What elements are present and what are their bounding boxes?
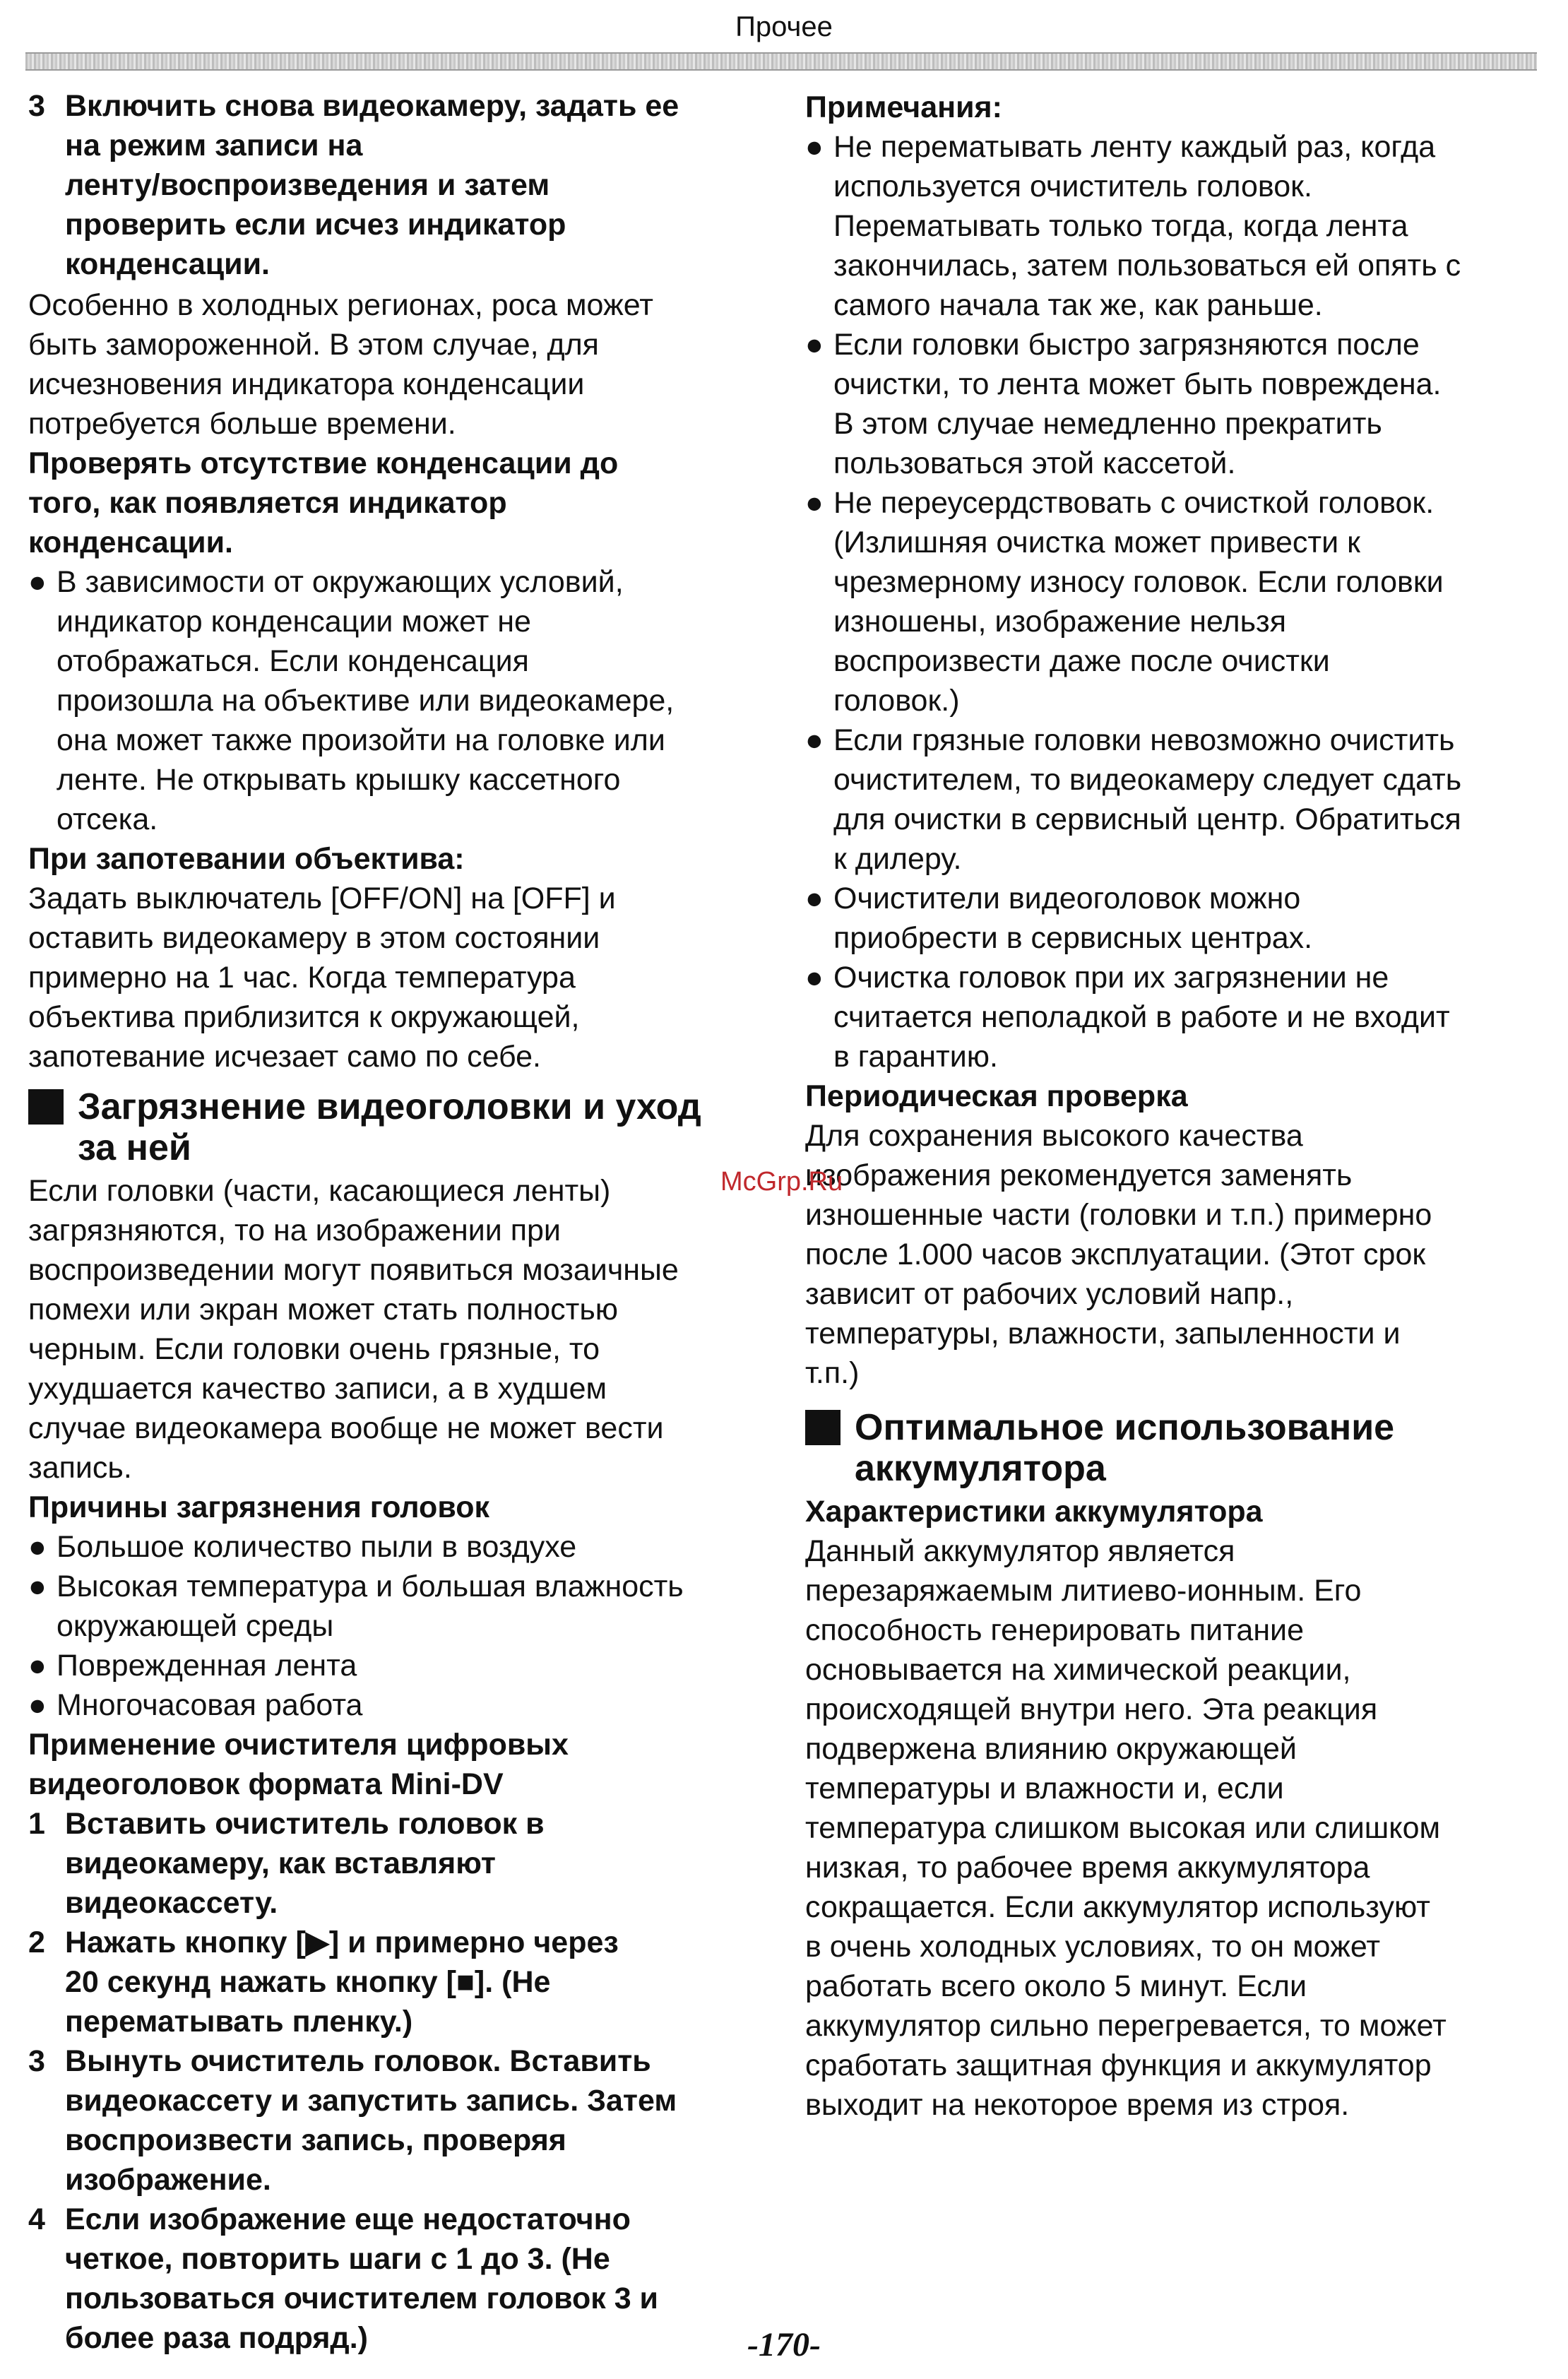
lens-fog-heading: При запотевании объектива: (28, 842, 465, 876)
battery-characteristics-heading: Характеристики аккумулятора (805, 1495, 1263, 1529)
right-column (805, 88, 1533, 2125)
step-number: 4 (28, 2202, 45, 2236)
step-number: 3 (28, 2044, 45, 2078)
condensation-bullet: ● В зависимости от окружающих условий, индикатор конденсации может не отображаться. Если конденсация произошла на объективе или видеокамере, она может также произойти на головке или ленте. Не открывать крышку кассетного отсека. (28, 562, 756, 839)
cause-item: ● Высокая температура и большая влажность окружающей среды (28, 1567, 756, 1646)
cause-item: ● Большое количество пыли в воздухе (28, 1527, 756, 1567)
cleaning-step: 2 Нажать кнопку [▶] и примерно через 20 секунд нажать кнопку [■]. (Не перематывать пленку.) (28, 1923, 756, 2041)
bullet-icon: ● (28, 1570, 47, 1603)
step-number: 1 (28, 1807, 45, 1841)
notes-heading: Примечания: (805, 90, 1002, 124)
cleaning-step: 4 Если изображение еще недостаточно четкое, повторить шаги с 1 до 3. (Не пользоваться очистителем головок 3 и более раза подряд.) (28, 2200, 756, 2358)
cleaner-usage-heading: Применение очистителя цифровых видеоголовок формата Mini-DV (28, 1728, 569, 1801)
cause-item: ● Поврежденная лента (28, 1646, 756, 1685)
section-square-icon (805, 1410, 841, 1445)
note-item: ● Очистка головок при их загрязнении не считается неполадкой в работе и не входит в гарантию. (805, 958, 1533, 1076)
step-number: 2 (28, 1926, 45, 1959)
condensation-check-heading: Проверять отсутствие конденсации до того, как появляется индикатор конденсации. (28, 446, 619, 559)
bullet-icon: ● (805, 130, 824, 164)
lens-fog-paragraph: Задать выключатель [OFF/ON] на [OFF] и оставить видеокамеру в этом состоянии примерно на 1 час. Когда температура объектива приблизится к окружающей, запотевание исчезает само по себе. (28, 882, 616, 1074)
section-head-cleaning: Загрязнение видеоголовки и уход за ней (28, 1086, 756, 1168)
head-dirty-paragraph: Если головки (части, касающиеся ленты) загрязняются, то на изображении при воспроизведении могут появиться мозаичные помехи или экран может стать полностью черным. Если головки очень грязные, то ухудшается качество записи, а в худшем случае видеокамера вообще не может вести запись. (28, 1174, 679, 1485)
bullet-icon: ● (28, 1530, 47, 1564)
watermark-text: McGrp.Ru (720, 1167, 843, 1197)
note-item: ● Очистители видеоголовок можно приобрести в сервисных центрах. (805, 879, 1533, 958)
cleaning-step: 3 Вынуть очиститель головок. Вставить видеокассету и запустить запись. Затем воспроизвести запись, проверяя изображение. (28, 2041, 756, 2200)
dirt-causes-heading: Причины загрязнения головок (28, 1490, 489, 1524)
bullet-icon: ● (28, 565, 47, 599)
bullet-icon: ● (805, 328, 824, 362)
section-square-icon (28, 1089, 64, 1125)
step-number: 3 (28, 89, 45, 123)
periodic-check-paragraph: Для сохранения высокого качества изображения рекомендуется заменять изношенные части (головки и т.п.) примерно после 1.000 часов эксплуатации. (Этот срок зависит от рабочих условий напр., температуры, влажности, запыленности и т.п.) (805, 1119, 1432, 1390)
bullet-icon: ● (805, 961, 824, 995)
section-battery-usage: Оптимальное использование аккумулятора (805, 1407, 1533, 1489)
cold-region-paragraph: Особенно в холодных регионах, роса может быть замороженной. В этом случае, для исчезновения индикатора конденсации потребуется больше времени. (28, 288, 653, 441)
bullet-icon: ● (805, 486, 824, 520)
page-number: -170- (747, 2326, 821, 2363)
step-3-reconnect: 3 Включить снова видеокамеру, задать ее на режим записи на ленту/воспроизведения и затем проверить если исчез индикатор конденсации. (28, 86, 756, 284)
cleaning-step: 1 Вставить очиститель головок в видеокамеру, как вставляют видеокассету. (28, 1804, 756, 1923)
bullet-icon: ● (805, 882, 824, 915)
cause-item: ● Многочасовая работа (28, 1685, 756, 1725)
note-item: ● Если грязные головки невозможно очистить очистителем, то видеокамеру следует сдать для очистки в сервисный центр. Обратиться к дилеру. (805, 720, 1533, 879)
header-rule (25, 52, 1537, 71)
bullet-icon: ● (28, 1649, 47, 1683)
left-column (28, 86, 756, 2358)
bullet-icon: ● (805, 723, 824, 757)
note-item: ● Не перематывать ленту каждый раз, когда используется очиститель головок. Перематывать только тогда, когда лента закончилась, затем пользоваться ей опять с самого начала так же, как раньше. (805, 127, 1533, 325)
note-item: ● Не переусердствовать с очисткой головок. (Излишняя очистка может привести к чрезмерному износу головок. Если головки изношены, изображение нельзя воспроизвести даже после очистки головок.) (805, 483, 1533, 720)
periodic-check-heading: Периодическая проверка (805, 1079, 1188, 1113)
battery-paragraph: Данный аккумулятор является перезаряжаемым литиево-ионным. Его способность генерировать питание основывается на химической реакции, происходящей внутри него. Эта реакция подвержена влиянию окружающей температуры и влажности и, если температура слишком высокая или слишком низкая, то рабочее время аккумулятора сокращается. Если аккумулятор используют в очень холодных условиях, то он может работать всего около 5 минут. Если аккумулятор сильно перегревается, то может сработать защитная функция и аккумулятор выходит на некоторое время из строя. (805, 1534, 1447, 2122)
page-header-title: Прочее (735, 11, 833, 42)
bullet-icon: ● (28, 1688, 47, 1722)
note-item: ● Если головки быстро загрязняются после очистки, то лента может быть повреждена. В этом случае немедленно прекратить пользоваться этой кассетой. (805, 325, 1533, 483)
